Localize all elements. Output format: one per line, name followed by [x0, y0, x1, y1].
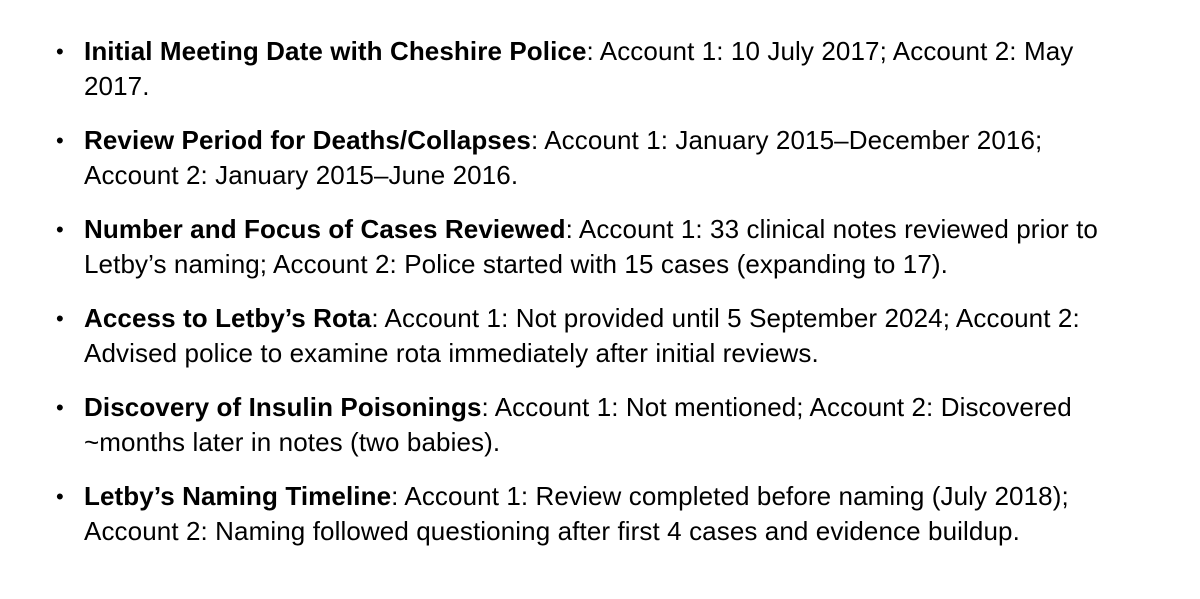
item-separator: : [391, 481, 405, 511]
bullet: • [56, 306, 64, 331]
item-term: Discovery of Insulin Poisonings [84, 392, 482, 422]
list-item-review-period [0, 123, 1200, 193]
item-text: Account 1: Not provided until 5 September 2024; Account 2: Advised police to examine rota immediately after initial reviews. [84, 303, 1080, 368]
item-separator: : [531, 125, 545, 155]
item-text: Account 1: 10 July 2017; Account 2: May 2017. [84, 36, 1074, 101]
item-text: Account 1: 33 clinical notes reviewed prior to Letby’s naming; Account 2: Police started with 15 cases (expanding to 17). [84, 214, 1098, 279]
item-separator: : [481, 392, 495, 422]
item-term: Number and Focus of Cases Reviewed [84, 214, 566, 244]
list-item-naming-timeline [0, 479, 1200, 549]
bullet: • [56, 395, 64, 420]
item-term: Review Period for Deaths/Collapses [84, 125, 531, 155]
item-term: Access to Letby’s Rota [84, 303, 372, 333]
list-item-initial-meeting-date [0, 34, 1200, 104]
list-item-insulin-discovery [0, 390, 1200, 460]
item-separator: : [565, 214, 579, 244]
item-text: Account 1: Review completed before naming (July 2018); Account 2: Naming followed questioning after first 4 cases and evidence buildup. [84, 481, 1069, 546]
bullet: • [56, 217, 64, 242]
bullet: • [56, 128, 64, 153]
item-term: Letby’s Naming Timeline [84, 481, 392, 511]
bullet: • [56, 39, 64, 64]
list-item-cases-reviewed [0, 212, 1200, 282]
item-text: Account 1: January 2015–December 2016; Account 2: January 2015–June 2016. [84, 125, 1043, 190]
item-text: Account 1: Not mentioned; Account 2: Discovered ~months later in notes (two babies). [84, 392, 1072, 457]
item-separator: : [371, 303, 385, 333]
bullet: • [56, 484, 64, 509]
list-item-rota-access [0, 301, 1200, 371]
item-term: Initial Meeting Date with Cheshire Police [84, 36, 587, 66]
item-separator: : [586, 36, 600, 66]
